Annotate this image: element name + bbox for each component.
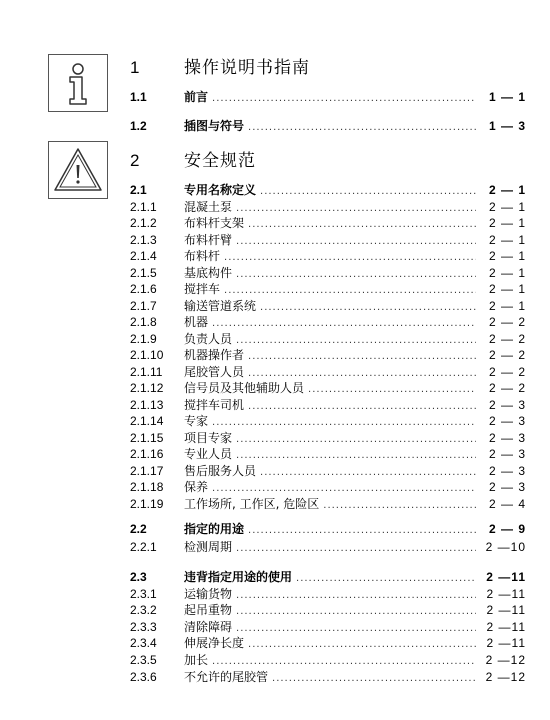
toc-entry-title: 违背指定用途的使用 [184, 570, 293, 584]
toc-entry[interactable] [130, 117, 526, 133]
toc-entry-number: 2.1.19 [130, 497, 164, 511]
toc-entry-number: 2.1.3 [130, 233, 157, 247]
toc-entry-number: 2.3.5 [130, 653, 157, 667]
toc-entry-title: 专业人员 [184, 447, 233, 461]
toc-entry-number: 2.3.1 [130, 587, 157, 601]
toc-entry-title: 机器操作者 [184, 348, 245, 362]
toc-entry-page: 2 —11 [486, 603, 526, 617]
toc-entry-title: 售后服务人员 [184, 464, 257, 478]
toc-leader-dots [236, 434, 476, 445]
toc-entry[interactable] [130, 214, 526, 230]
chapter-title: 安全规范 [184, 151, 256, 171]
toc-entry-page: 2 — 1 [488, 266, 526, 280]
toc-entry-title: 布料杆支架 [184, 216, 245, 230]
toc-leader-dots [212, 93, 476, 104]
toc-entry-page: 2 — 1 [488, 249, 526, 263]
toc-leader-dots [236, 269, 476, 280]
toc-entry-number: 2.1.11 [130, 365, 163, 379]
toc-leader-dots [236, 606, 476, 617]
toc-leader-dots [248, 122, 476, 133]
toc-entry-number: 2.1.16 [130, 447, 164, 461]
toc-entry-page: 2 — 1 [488, 299, 526, 313]
toc-entry-page: 2 —11 [486, 570, 526, 584]
toc-entry-number: 2.1 [130, 183, 147, 197]
toc-entry[interactable] [130, 538, 526, 554]
toc-entry[interactable] [130, 520, 526, 536]
toc-entry[interactable] [130, 264, 526, 280]
toc-entry-page: 2 — 3 [488, 480, 526, 494]
toc-entry-title: 保养 [184, 480, 209, 494]
chapter-title: 操作说明书指南 [184, 58, 310, 78]
toc-entry-number: 2.1.7 [130, 299, 157, 313]
toc-entry[interactable] [130, 297, 526, 313]
toc-entry-number: 2.1.8 [130, 315, 157, 329]
toc-leader-dots [224, 285, 476, 296]
toc-entry-number: 2.1.5 [130, 266, 157, 280]
toc-leader-dots [212, 656, 476, 667]
warning-icon-box [48, 141, 108, 199]
toc-entry-page: 2 — 2 [488, 332, 526, 346]
toc-entry[interactable] [130, 478, 526, 494]
toc-entry-title: 输送管道系统 [184, 299, 257, 313]
toc-entry-title: 尾胶管人员 [184, 365, 245, 379]
toc-entry-title: 搅拌车 [184, 282, 221, 296]
toc-entry[interactable] [130, 668, 526, 684]
toc-entry-number: 2.3.2 [130, 603, 157, 617]
toc-entry-number: 2.1.14 [130, 414, 164, 428]
toc-leader-dots [323, 500, 476, 511]
toc-entry-page: 2 — 1 [488, 183, 526, 197]
toc-entry-number: 2.1.18 [130, 480, 164, 494]
toc-entry-page: 2 — 1 [488, 282, 526, 296]
toc-leader-dots [260, 302, 476, 313]
toc-leader-dots [212, 483, 476, 494]
toc-entry-title: 信号员及其他辅助人员 [184, 381, 305, 395]
toc-entry-number: 2.1.10 [130, 348, 164, 362]
toc-entry-number: 2.1.12 [130, 381, 164, 395]
chapter-heading [130, 146, 256, 171]
toc-entry-number: 2.3.6 [130, 670, 157, 684]
toc-leader-dots [248, 401, 476, 412]
toc-leader-dots [260, 467, 476, 478]
toc-entry-title: 专家 [184, 414, 209, 428]
toc-entry-page: 2 — 3 [488, 398, 526, 412]
toc-leader-dots [308, 384, 476, 395]
toc-entry[interactable] [130, 634, 526, 650]
toc-entry-number: 2.3.4 [130, 636, 157, 650]
toc-entry-page: 2 — 2 [488, 315, 526, 329]
toc-entry[interactable] [130, 330, 526, 346]
toc-entry-page: 2 — 9 [488, 522, 526, 536]
toc-leader-dots [236, 335, 476, 346]
toc-entry-title: 搅拌车司机 [184, 398, 245, 412]
toc-leader-dots [236, 590, 476, 601]
toc-entry[interactable] [130, 585, 526, 601]
toc-entry-page: 2 —10 [485, 540, 526, 554]
toc-leader-dots [248, 639, 476, 650]
toc-entry-page: 2 —11 [486, 587, 526, 601]
toc-entry-title: 插图与符号 [184, 119, 245, 133]
toc-entry-number: 2.3.3 [130, 620, 157, 634]
toc-entry-title: 布料杆臂 [184, 233, 233, 247]
toc-entry[interactable] [130, 313, 526, 329]
info-icon-box [48, 54, 108, 112]
toc-entry-title: 检测周期 [184, 540, 233, 554]
toc-entry-number: 1.2 [130, 119, 147, 133]
toc-entry-number: 2.1.4 [130, 249, 157, 263]
toc-entry-title: 混凝土泵 [184, 200, 233, 214]
toc-entry[interactable] [130, 396, 526, 412]
toc-entry-title: 项目专家 [184, 431, 233, 445]
toc-entry-page: 2 — 3 [488, 447, 526, 461]
warning-icon [52, 146, 104, 194]
toc-entry-title: 负责人员 [184, 332, 233, 346]
toc-entry-page: 2 —11 [486, 636, 526, 650]
toc-entry-number: 2.1.6 [130, 282, 157, 296]
toc-leader-dots [212, 318, 476, 329]
toc-entry[interactable] [130, 568, 526, 584]
toc-leader-dots [260, 186, 476, 197]
toc-leader-dots [248, 525, 476, 536]
toc-entry[interactable] [130, 247, 526, 263]
toc-leader-dots [248, 368, 476, 379]
toc-entry-title: 伸展净长度 [184, 636, 245, 650]
toc-entry-title: 工作场所, 工作区, 危险区 [184, 497, 320, 511]
chapter-number: 2 [130, 151, 140, 170]
chapter-number: 1 [130, 58, 140, 77]
toc-leader-dots [236, 623, 476, 634]
toc-entry[interactable] [130, 379, 526, 395]
toc-entry-page: 2 — 4 [488, 497, 526, 511]
toc-entry-title: 前言 [184, 90, 209, 104]
toc-entry-title: 基底构件 [184, 266, 233, 280]
toc-leader-dots [248, 351, 476, 362]
toc-entry-page: 2 — 1 [488, 233, 526, 247]
toc-leader-dots [236, 450, 476, 461]
toc-entry-title: 起吊重物 [184, 603, 233, 617]
toc-entry[interactable] [130, 445, 526, 461]
toc-entry-page: 1 — 3 [488, 119, 526, 133]
toc-entry-number: 2.1.1 [130, 200, 157, 214]
toc-leader-dots [224, 252, 476, 263]
toc-entry-number: 2.1.17 [130, 464, 164, 478]
toc-entry-title: 指定的用途 [184, 522, 245, 536]
toc-entry-number: 2.3 [130, 570, 147, 584]
info-icon [53, 59, 103, 107]
toc-entry-page: 2 — 1 [488, 200, 526, 214]
toc-entry[interactable] [130, 181, 526, 197]
toc-leader-dots [296, 573, 476, 584]
toc-entry-page: 2 — 3 [488, 464, 526, 478]
toc-leader-dots [272, 673, 476, 684]
toc-entry-page: 2 —12 [485, 653, 526, 667]
toc-entry-number: 2.2 [130, 522, 147, 536]
toc-leader-dots [236, 543, 476, 554]
toc-entry[interactable] [130, 651, 526, 667]
toc-leader-dots [236, 203, 476, 214]
toc-entry-page: 2 — 3 [488, 414, 526, 428]
toc-entry-number: 2.1.15 [130, 431, 164, 445]
toc-entry-title: 机器 [184, 315, 209, 329]
toc-entry[interactable] [130, 495, 526, 511]
toc-entry-title: 专用名称定义 [184, 183, 257, 197]
toc-entry[interactable] [130, 198, 526, 214]
toc-entry-title: 布料杆 [184, 249, 221, 263]
toc-entry-title: 不允许的尾胶管 [184, 670, 269, 684]
toc-leader-dots [212, 417, 476, 428]
toc-entry-number: 2.1.2 [130, 216, 157, 230]
toc-entry-page: 2 — 2 [488, 381, 526, 395]
toc-entry[interactable] [130, 231, 526, 247]
toc-entry-page: 2 — 2 [488, 348, 526, 362]
toc-entry-number: 2.2.1 [130, 540, 157, 554]
chapter-heading [130, 53, 310, 78]
toc-entry-page: 2 — 1 [488, 216, 526, 230]
toc-leader-dots [248, 219, 476, 230]
toc-entry[interactable] [130, 462, 526, 478]
toc-leader-dots [236, 236, 476, 247]
toc-entry-title: 清除障碍 [184, 620, 233, 634]
toc-entry-page: 2 —11 [486, 620, 526, 634]
toc-entry-page: 2 — 2 [488, 365, 526, 379]
toc-entry[interactable] [130, 618, 526, 634]
toc-entry-number: 2.1.9 [130, 332, 157, 346]
toc-entry[interactable] [130, 280, 526, 296]
toc-entry[interactable] [130, 88, 526, 104]
toc-entry-number: 1.1 [130, 90, 147, 104]
toc-entry-page: 2 —12 [485, 670, 526, 684]
toc-entry-title: 加长 [184, 653, 209, 667]
toc-entry[interactable] [130, 601, 526, 617]
toc-entry-page: 1 — 1 [488, 90, 526, 104]
toc-entry[interactable] [130, 429, 526, 445]
toc-entry[interactable] [130, 363, 526, 379]
toc-entry-number: 2.1.13 [130, 398, 164, 412]
toc-entry-page: 2 — 3 [488, 431, 526, 445]
toc-entry[interactable] [130, 412, 526, 428]
toc-entry[interactable] [130, 346, 526, 362]
toc-entry-title: 运输货物 [184, 587, 233, 601]
